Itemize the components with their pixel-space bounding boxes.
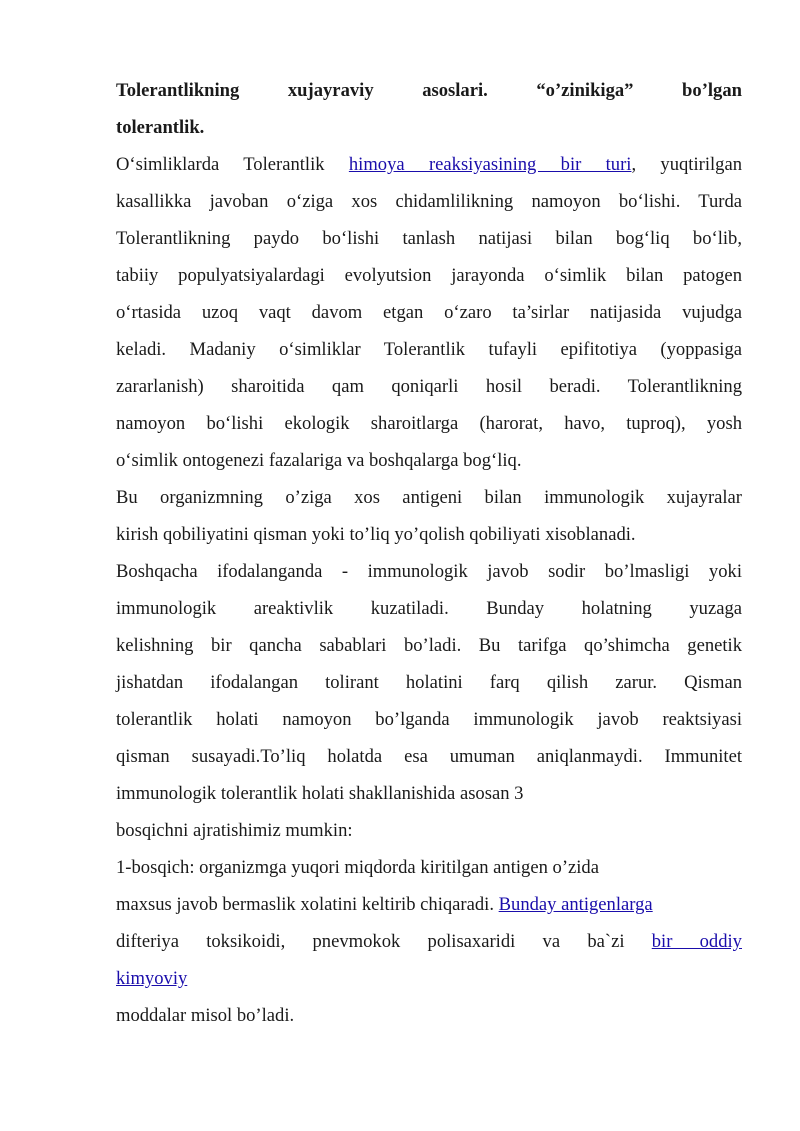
link-himoya-reaksiyasi[interactable]: himoya reaksiyasining bir turi xyxy=(348,154,632,175)
paragraph-definition xyxy=(116,479,742,553)
text-run: difteriya toksikoidi, pnevmokok polisaxaridi va ba`zi xyxy=(116,931,652,952)
paragraph-line xyxy=(116,886,742,923)
heading-line-1: Tolerantlikning xujayraviy asoslari. “o’zinikiga” bo’lgan xyxy=(116,80,742,101)
link-bunday-antigenlarga[interactable]: Bunday antigenlarga xyxy=(498,894,653,915)
link-kimyoviy[interactable]: kimyoviy xyxy=(116,968,188,989)
paragraph-line: immunologik areaktivlik kuzatiladi. Bunday holatning yuzaga xyxy=(116,598,742,619)
paragraph-line: kasallikka javoban o‘ziga xos chidamlilikning namoyon bo‘lishi. Turda xyxy=(116,191,742,212)
paragraph-line: Boshqacha ifodalanganda - immunologik javob sodir bo’lmasligi yoki xyxy=(116,561,742,582)
paragraph-plant-tolerance xyxy=(116,146,742,479)
paragraph-stages-intro xyxy=(116,812,742,849)
paragraph-line xyxy=(116,923,742,960)
text-run: maxsus javob bermaslik xolatini keltirib chiqaradi. xyxy=(116,894,499,915)
document-heading xyxy=(116,72,742,146)
paragraph-line: qisman susayadi.To’liq holatda esa umuman aniqlanmaydi. Immunitet xyxy=(116,746,742,767)
paragraph-line: bosqichni ajratishimiz mumkin: xyxy=(116,820,353,841)
paragraph-line xyxy=(116,146,742,183)
link-bir-oddiy[interactable]: bir oddiy xyxy=(651,931,742,952)
paragraph-line: o‘rtasida uzoq vaqt davom etgan o‘zaro ta’sirlar natijasida vujudga xyxy=(116,302,742,323)
paragraph-line: zararlanish) sharoitida qam qoniqarli hosil beradi. Tolerantlikning xyxy=(116,376,742,397)
paragraph-line: immunologik tolerantlik holati shakllanishida asosan 3 xyxy=(116,783,524,804)
paragraph-line: jishatdan ifodalangan tolirant holatini farq qilish zarur. Qisman xyxy=(116,672,742,693)
paragraph-line: kelishning bir qancha sabablari bo’ladi. Bu tarifga qo’shimcha genetik xyxy=(116,635,742,656)
paragraph-line: keladi. Madaniy o‘simliklar Tolerantlik tufayli epifitotiya (yoppasiga xyxy=(116,339,742,360)
paragraph-line: Bu organizmning o’ziga xos antigeni bilan immunologik xujayralar xyxy=(116,487,742,508)
paragraph-immunologic-response xyxy=(116,553,742,812)
paragraph-line xyxy=(116,960,742,997)
paragraph-line: kirish qobiliyatini qisman yoki to’liq yo’qolish qobiliyati xisoblanadi. xyxy=(116,524,636,545)
paragraph-line: 1-bosqich: organizmga yuqori miqdorda kiritilgan antigen o’zida xyxy=(116,857,599,878)
paragraph-line: Tolerantlikning paydo bo‘lishi tanlash natijasi bilan bog‘liq bo‘lib, xyxy=(116,228,742,249)
heading-line-2: tolerantlik. xyxy=(116,117,205,138)
text-run: , yuqtirilgan xyxy=(631,154,743,175)
paragraph-line: moddalar misol bo’ladi. xyxy=(116,1005,295,1026)
paragraph-stage-1 xyxy=(116,849,742,1034)
paragraph-line: tabiiy populyatsiyalardagi evolyutsion jarayonda o‘simlik bilan patogen xyxy=(116,265,742,286)
paragraph-line: o‘simlik ontogenezi fazalariga va boshqalarga bog‘liq. xyxy=(116,450,522,471)
text-run: O‘simliklarda Tolerantlik xyxy=(116,154,349,175)
paragraph-line: namoyon bo‘lishi ekologik sharoitlarga (harorat, havo, tuproq), yosh xyxy=(116,413,742,434)
paragraph-line: tolerantlik holati namoyon bo’lganda immunologik javob reaktsiyasi xyxy=(116,709,742,730)
document-page xyxy=(116,72,742,1034)
